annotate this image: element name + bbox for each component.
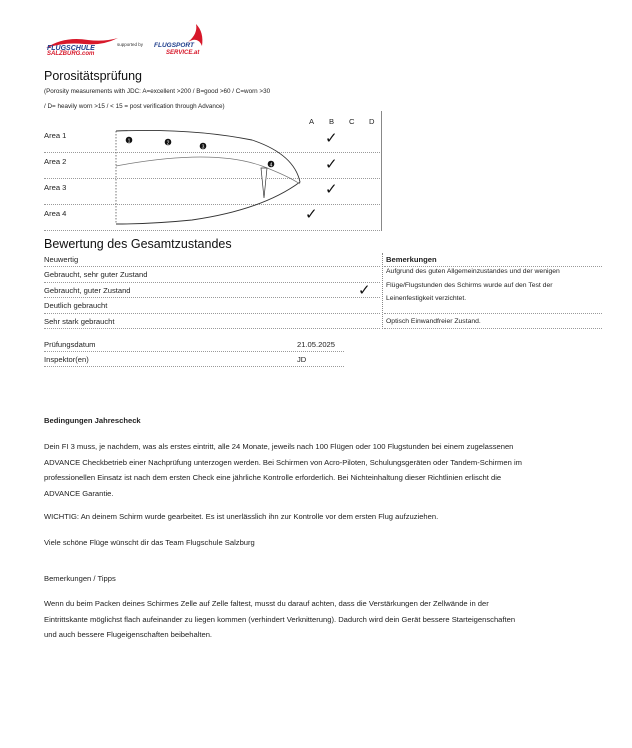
- area-label-3: Area 3: [44, 183, 67, 192]
- conditions-greeting: Viele schöne Flüge wünscht dir das Team Flugschule Salzburg: [44, 538, 255, 547]
- porosity-legend-line1: (Porosity measurements with JDC: A=excellent >200 / B=good >60 / C=worn >30: [44, 88, 271, 95]
- remarks-row-divider: [384, 328, 602, 329]
- logo-service-text: SERVICE.at: [166, 50, 200, 56]
- assessment-option-sehr-stark: Sehr stark gebraucht: [44, 317, 115, 326]
- tips-title: Bemerkungen / Tipps: [44, 574, 116, 583]
- area-3-rating-check: ✓: [325, 181, 338, 198]
- porosity-legend-line2: / D= heavily worn >15 / < 15 = post verification through Advance): [44, 103, 225, 110]
- conditions-paragraph: [44, 439, 614, 501]
- flugschule-salzburg-logo: [44, 34, 124, 56]
- tips-paragraph: [44, 596, 614, 643]
- remarks-divider: [382, 253, 383, 329]
- remarks-title: Bemerkungen: [386, 255, 437, 264]
- conditions-para-line-3: professionellen Einsatz ist nach dem ersten Check eine jährliche Kontrolle erforderlich. Bei Nichteinhaltung dieser Richtlinien erlischt die: [44, 473, 502, 482]
- column-header-c: C: [349, 117, 355, 126]
- logo-salzburg-text: SALZBURG.com: [47, 51, 95, 56]
- assessment-selected-check: ✓: [358, 282, 371, 299]
- remarks-line-2: Flüge/Flugstunden des Schirms wurde auf den Test der: [386, 282, 553, 289]
- column-header-a: A: [309, 117, 315, 126]
- inspector-label: Inspektor(en): [44, 355, 89, 364]
- conditions-para-line-4: ADVANCE Garantie.: [44, 488, 114, 498]
- tips-line-2: Eintrittskante möglichst flach aufeinander zu liegen kommen (verhindert Verknitterung). Dadurch wird dein Gerät bessere Starteigenschaften: [44, 614, 516, 624]
- conditions-para-line-2: ADVANCE Checkbetrieb einer Nachprüfung unterzogen werden. Bei Schirmen von Acro-Piloten, Schulungsgeräten oder Tandem-Schirmen im: [44, 457, 522, 467]
- remarks-line-1: Aufgrund des guten Allgemeinzustandes und der wenigen: [386, 268, 560, 275]
- logo-flugschule-text: FLUGSCHULE: [47, 45, 95, 52]
- logo-flugsport-text: FLUGSPORT: [154, 42, 194, 49]
- area-label-4: Area 4: [44, 209, 67, 218]
- assessment-option-sehr-gut: Gebraucht, sehr guter Zustand: [44, 270, 148, 279]
- remarks-line-3: Leinenfestigkeit verzichtet.: [386, 295, 467, 302]
- inspector-row-divider: [44, 366, 344, 367]
- assessment-option-neuwertig: Neuwertig: [44, 255, 79, 264]
- assessment-option-deutlich: Deutlich gebraucht: [44, 301, 108, 310]
- measure-point-1-marker: 1: [127, 138, 131, 145]
- measure-point-3-marker: 3: [201, 144, 205, 151]
- assessment-row-divider: [44, 266, 380, 267]
- conditions-para-line-1: Dein FI 3 muss, je nachdem, was als erstes eintritt, alle 24 Monate, jeweils nach 100 Flügen oder 100 Flugstunden bei einem zugelassenen: [44, 442, 514, 451]
- assessment-title: Bewertung des Gesamtzustandes: [44, 237, 232, 251]
- column-header-d: D: [369, 117, 375, 126]
- area-label-2: Area 2: [44, 157, 67, 166]
- column-header-b: B: [329, 117, 335, 126]
- area-label-1: Area 1: [44, 131, 67, 140]
- area-4-rating-check: ✓: [305, 206, 318, 223]
- assessment-row-divider: [44, 282, 380, 283]
- assessment-option-gut: Gebraucht, guter Zustand: [44, 286, 131, 295]
- assessment-row-divider: [44, 297, 380, 298]
- measure-point-2-marker: 2: [166, 140, 170, 147]
- tips-line-3: und auch bessere Flugeigenschaften beibehalten.: [44, 630, 213, 639]
- assessment-row-divider: [44, 313, 380, 314]
- wing-profile-diagram: [112, 126, 304, 232]
- flugsport-service-logo: [152, 22, 212, 56]
- conditions-title: Bedingungen Jahrescheck: [44, 416, 141, 425]
- tips-line-1: Wenn du beim Packen deines Schirmes Zelle auf Zelle faltest, musst du darauf achten, dass die Verstärkungen der Zellwände in der: [44, 599, 489, 608]
- inspection-date-label: Prüfungsdatum: [44, 340, 96, 349]
- area-1-rating-check: ✓: [325, 130, 338, 147]
- porosity-title: Porositätsprüfung: [44, 69, 142, 83]
- measure-point-4-marker: 4: [269, 162, 273, 169]
- conditions-important-note: WICHTIG: An deinem Schirm wurde gearbeitet. Es ist unerlässlich ihn zur Kontrolle vor dem ersten Flug aufzuziehen.: [44, 512, 439, 521]
- inspector-value: JD: [297, 355, 307, 364]
- area-2-rating-check: ✓: [325, 156, 338, 173]
- remarks-row-divider: [384, 266, 602, 267]
- rating-grid-border: [381, 111, 382, 231]
- assessment-row-divider: [44, 328, 380, 329]
- remarks-line-4: Optisch Einwandfreier Zustand.: [386, 318, 481, 325]
- inspection-date-value: 21.05.2025: [297, 340, 336, 349]
- supported-by-text: supported by: [117, 42, 144, 47]
- remarks-row-divider: [384, 313, 602, 314]
- date-row-divider: [44, 351, 344, 352]
